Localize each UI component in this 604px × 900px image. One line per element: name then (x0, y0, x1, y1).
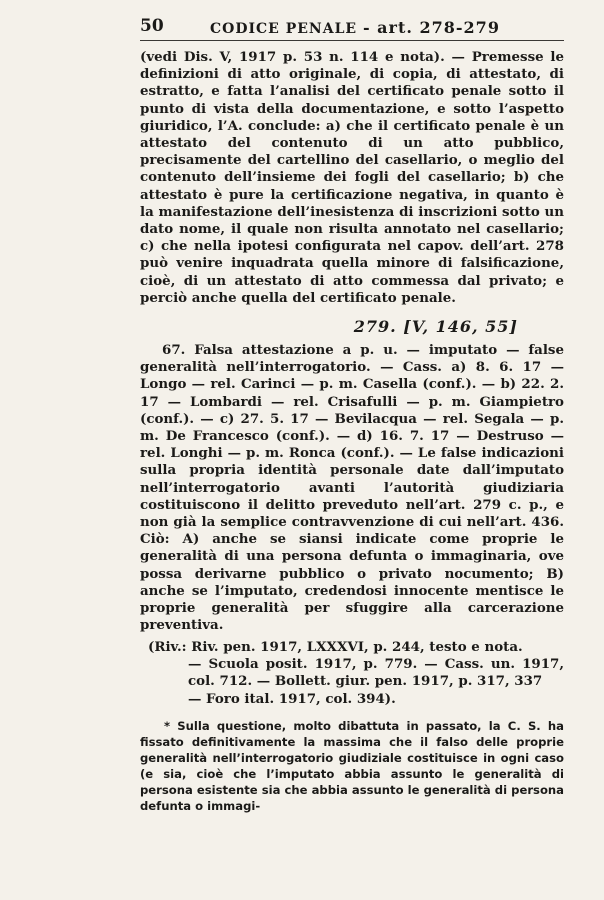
reference-line: — Foro ital. 1917, col. 394). (188, 690, 396, 707)
reference-line: (Riv.: Riv. pen. 1917, LXXXVI, p. 244, testo e nota. (148, 638, 523, 655)
running-head (210, 18, 500, 37)
references-block (140, 639, 564, 709)
section-67 (140, 342, 564, 634)
page-number: 50 (140, 16, 164, 36)
section-title: 67. Falsa attestazione a p. u. — imputato — false generalità nell’interrogatorio. (140, 342, 564, 376)
footnote-text: * Sulla questione, molto dibattuta in passato, la C. S. ha fissato definitivamente la massima che il falso delle proprie generalità nell’interrogatorio giudiziale costituisce in ogni caso (e sia, cioè che l’imputato abbia assunto le generalità di persona esistente sia che abbia assunto le generalità di persona defunta o immagi- (140, 719, 564, 814)
reference-line: — Scuola posit. 1917, p. 779. — Cass. un. 1917, col. 712. — Bollett. giur. pen. 1917, p. 317, 337 (188, 655, 564, 690)
page-header (140, 14, 564, 41)
footnote (140, 718, 564, 814)
case-reference: 279. [V, 146, 55] (353, 317, 518, 337)
running-title: CODICE PENALE (210, 21, 358, 37)
article-range: - art. 278-279 (362, 18, 500, 37)
commentary-paragraph: (vedi Dis. V, 1917 p. 53 n. 114 e nota). — Premesse le definizioni di atto originale, di copia, di attestato, di estratto, e fatta l’analisi del certificato penale sotto il punto di vista della documentazione, e sotto l’aspetto giuridico, l’A. conclude: a) che il certificato penale è un attestato del contenuto di un atto pubblico, precisamente del cartellino del casellario, o meglio del contenuto dell’insieme dei fogli del casellario; b) che attestato è pure la certificazione negativa, in quanto è la manifestazione dell’inesistenza di inscrizioni sotto un dato nome, il quale non risulta annotato nel casellario; c) che nella ipotesi configurata nel capov. dell’art. 278 può venire inquadrata quella minore di falsificazione, cioè, di un attestato di atto commessa dal privato; e perciò anche quella del certificato penale. (140, 49, 564, 306)
section-body: — Cass. a) 8. 6. 17 — Longo — rel. Carinci — p. m. Casella (conf.). — b) 22. 2. 17 — Lombardi — rel. Crisafulli — p. m. Giampietro (conf.). — c) 27. 5. 17 — Bevilacqua — rel. Segala — p. m. De Francesco (conf.). — d) 16. 7. 17 — Destruso — rel. Longhi — p. m. Ronca (conf.). — Le false indicazioni sulla propria identità personale date dall’imputato nell’interrogatorio avanti l’autorità giudiziaria costituiscono il delitto preveduto nell’art. 279 c. p., e non già la semplice contravvenzione di cui nell’art. 436. Ciò: A) anche se siansi indicate come proprie le generalità di una persona defunta o immaginaria, ove possa derivarne pubblico o privato nocumento; B) anche se l’imputato, credendosi innocente mentisce le proprie generalità per sfuggire alla carcerazione preventiva. (140, 359, 564, 634)
